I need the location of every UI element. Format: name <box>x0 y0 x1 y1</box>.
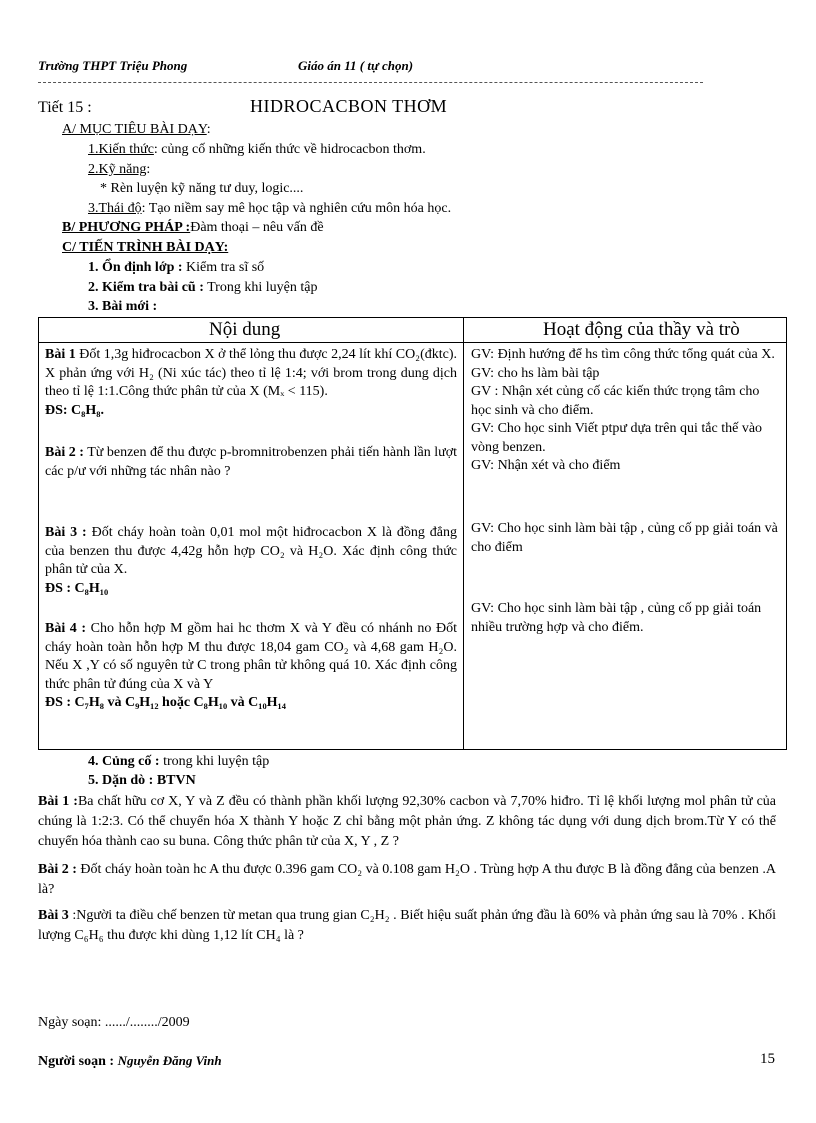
homework-1: Bài 1 :Ba chất hữu cơ X, Y và Z đều có thành phần khối lượng 92,30% cacbon và 7,70% hiđro. Tỉ lệ khối lượng mol phân tử của chúng là 1:2:3. Có thể chuyển hóa X thành Y hoặc Z chỉ bằng một phản ứng. Z không tác dụng với dung dịch brom.Từ Y có thể chuyển hóa thành cao su buna. Công thức phân tử của X, Y , Z ? <box>38 794 776 849</box>
header-divider <box>38 82 703 83</box>
process-heading: C/ TIẾN TRÌNH BÀI DẠY: <box>62 240 229 255</box>
homework-2: Bài 2 : Đốt cháy hoàn toàn hc A thu được 0.396 gam CO₂ và 0.108 gam H₂O . Trùng hợp A thu được B là đồng đẳng của benzen .A là? <box>38 862 777 897</box>
table-divider-horizontal <box>39 342 786 343</box>
header-plan: Giáo án 11 ( tự chọn) <box>298 58 414 73</box>
skill-bullet: * Rèn luyện kỹ năng tư duy, logic.... <box>100 181 304 196</box>
author-signature: Nguyễn Đăng Vinh <box>117 1053 222 1068</box>
teacher-activity-2: GV: Cho học sinh làm bài tập , củng cố pp giải toán và cho điểm <box>471 521 778 555</box>
lesson-table <box>38 317 787 750</box>
step3-line: 3. Bài mới : <box>88 299 158 314</box>
exercise-4: Bài 4 : Cho hỗn hợp M gồm hai hc thơm X và Y đều có nhánh no Đốt cháy hoàn toàn hỗn hợp M thu được 18,04 gam CO₂ và 4,68 gam H₂O. Nếu X ,Y có số nguyên tử C trong phân tử không quá 10. Xác định công thức phân tử đúng của X và Y ĐS : C₇H₈ và C₉H₁₂ hoặc C₈H₁₀ và C₁₀H₁₄ <box>45 621 457 710</box>
exercise-1: Bài 1 Đốt 1,3g hiđrocacbon X ở thể lỏng thu được 2,24 lít khí CO₂(đktc). X phản ứng với H₂ (Ni xúc tác) theo tỉ lệ 1:4; với brom trong dung dịch theo tỉ lệ 1:1.Công thức phân tử của X (Mₓ < 115). ĐS: C₈H₈. <box>45 347 457 418</box>
prepared-date: Ngày soạn: ....../......../2009 <box>38 1015 190 1030</box>
page-number: 15 <box>760 1051 775 1067</box>
lesson-number: Tiết 15 : <box>38 99 92 116</box>
exercise-3: Bài 3 : Đốt cháy hoàn toàn 0,01 mol một hiđrocacbon X là đồng đẳng của benzen thu được 4,42g hỗn hợp CO₂ và H₂O. Xác định công thức phân tử của X. ĐS : C₈H₁₀ <box>45 525 457 596</box>
table-header-activity: Hoạt động của thầy và trò <box>543 319 740 340</box>
exercise-2: Bài 2 : Từ benzen để thu được p-bromnitrobenzen phải tiến hành lần lượt các p/ư với những tác nhân nào ? <box>45 445 457 479</box>
homework-3: Bài 3 :Người ta điều chế benzen từ metan qua trung gian C₂H₂ . Biết hiệu suất phản ứng đầu là 60% và phản ứng sau là 70% . Khối lượng C₆H₆ thu được khi dùng 1,12 lít CH₄ là ? <box>38 908 776 943</box>
step5-line: 5. Dặn dò : BTVN <box>88 773 196 788</box>
lesson-title: HIDROCACBON THƠM <box>250 96 448 116</box>
step1-line: 1. Ổn định lớp : Kiểm tra sĩ số <box>88 260 265 275</box>
objectives-heading: A/ MỤC TIÊU BÀI DẠY: <box>62 122 211 137</box>
attitude-line: 3.Thái độ: Tạo niềm say mê học tập và nghiên cứu môn hóa học. <box>88 201 452 216</box>
step4-line: 4. Củng cố : trong khi luyện tập <box>88 754 270 769</box>
skill-line: 2.Kỹ năng: <box>88 162 151 177</box>
knowledge-line: 1.Kiến thức: củng cố những kiến thức về hidrocacbon thơm. <box>88 142 426 157</box>
table-header-content: Nội dung <box>209 319 281 340</box>
teacher-activity-3: GV: Cho học sinh làm bài tập , củng cố pp giải toán nhiều trường hợp và cho điểm. <box>471 601 762 635</box>
author-line: Người soạn : Nguyễn Đăng Vinh <box>38 1053 222 1069</box>
table-divider-vertical <box>463 318 464 749</box>
method-line: B/ PHƯƠNG PHÁP :Đàm thoại – nêu vấn đề <box>62 220 324 235</box>
header-school: Trường THPT Triệu Phong <box>38 58 188 73</box>
step2-line: 2. Kiểm tra bài cũ : Trong khi luyện tập <box>88 280 318 295</box>
teacher-activity-1: GV: Định hướng để hs tìm công thức tổng quát của X. GV: cho hs làm bài tập GV : Nhận xét củng cố các kiến thức trọng tâm cho học sinh và cho điểm. GV: Cho học sinh Viết ptpư dựa trên qui tắc thế vào vòng benzen. GV: Nhận xét và cho điểm <box>471 347 775 473</box>
